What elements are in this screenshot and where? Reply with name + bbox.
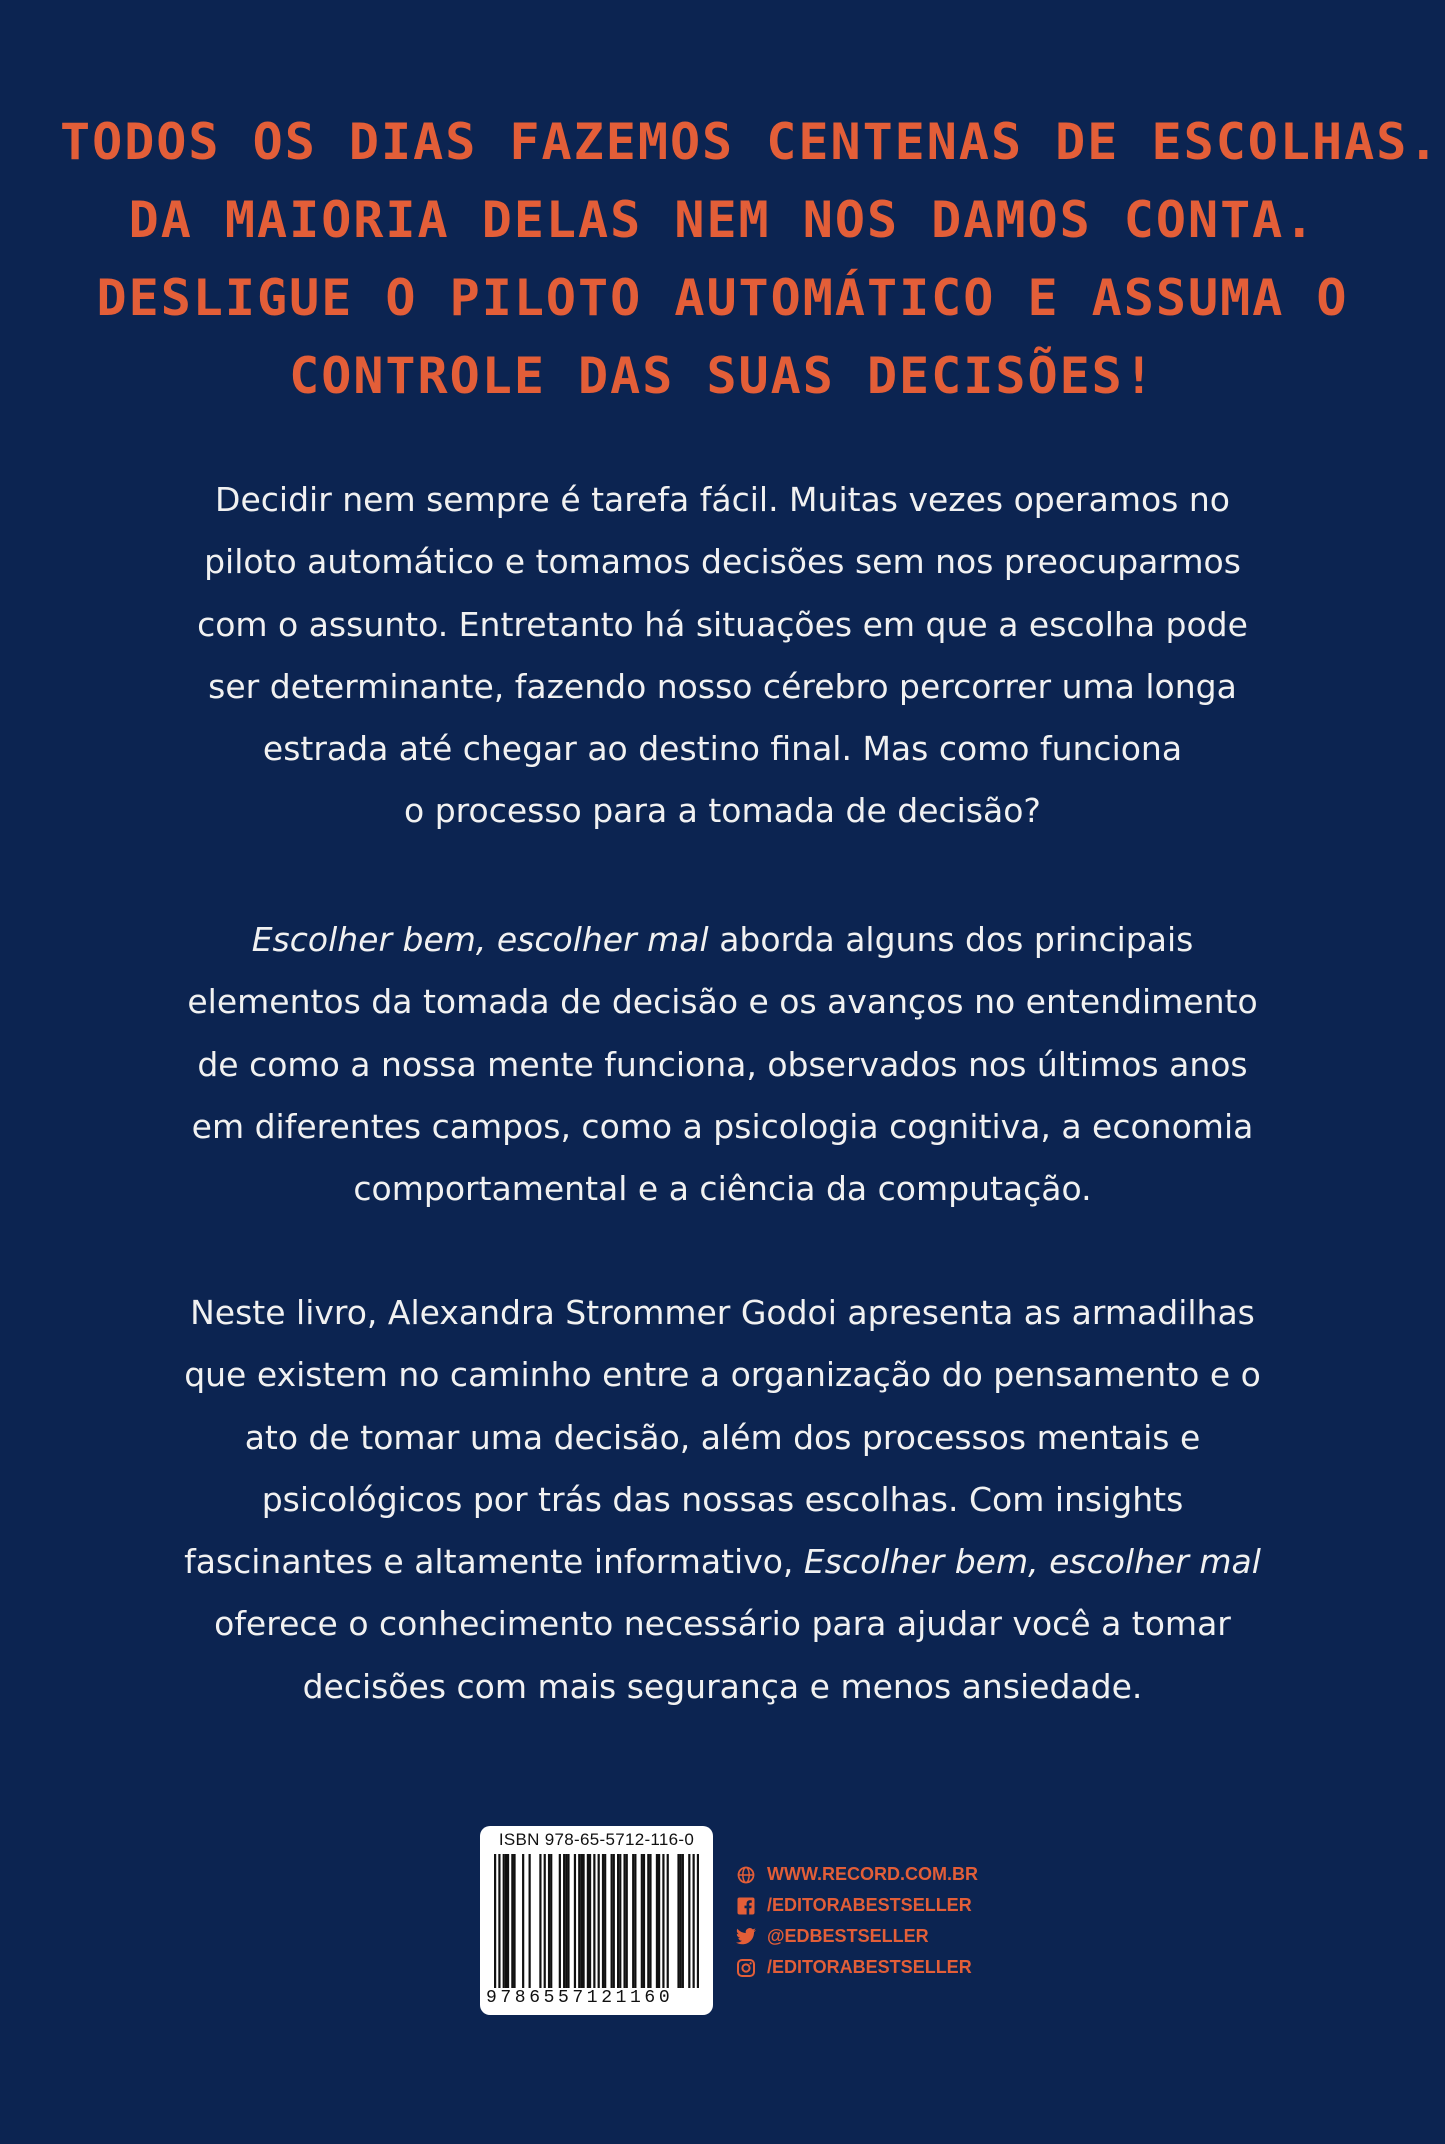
paragraph-book-summary [110, 909, 1335, 1220]
barcode-bar [539, 1854, 541, 1988]
barcode-bar [613, 1854, 615, 1988]
barcode-bar [505, 1854, 507, 1988]
barcode-bar [649, 1854, 651, 1988]
contact-text: WWW.RECORD.COM.BR [767, 1864, 978, 1884]
paragraph-line: piloto automático e tomamos decisões sem nos preocuparmos [204, 542, 1241, 582]
contact-website[interactable] [735, 1859, 978, 1890]
barcode-bar [548, 1854, 550, 1988]
barcode-bar [619, 1854, 621, 1988]
barcode-bar [667, 1854, 669, 1988]
barcode-bar [494, 1854, 496, 1988]
barcode-bar [693, 1854, 695, 1988]
paragraph-line: de como a nossa mente funciona, observados nos últimos anos [197, 1044, 1248, 1084]
barcode-bar [634, 1854, 636, 1988]
barcode-bar [513, 1854, 515, 1988]
barcode-bar [602, 1854, 604, 1988]
globe-icon [735, 1864, 757, 1886]
barcode-bar [626, 1854, 628, 1988]
contact-text: /EDITORABESTSELLER [767, 1895, 972, 1915]
barcode-bar [643, 1854, 645, 1988]
paragraph-line [110, 909, 1335, 971]
paragraph-line: com o assunto. Entretanto há situações em que a escolha pode [197, 604, 1248, 644]
paragraph-line: psicológicos por trás das nossas escolhas. Com insights [261, 1479, 1184, 1519]
twitter-icon [735, 1926, 757, 1948]
barcode-bar [662, 1854, 664, 1988]
paragraph-text: fascinantes e altamente informativo, [184, 1542, 804, 1582]
paragraph-line: decisões com mais segurança e menos ansiedade. [302, 1666, 1143, 1706]
contact-twitter[interactable] [735, 1921, 978, 1952]
paragraph-line: que existem no caminho entre a organização do pensamento e o [184, 1355, 1261, 1395]
publisher-contacts [735, 1859, 978, 1983]
paragraph-line: ato de tomar uma decisão, além dos processos mentais e [244, 1417, 1201, 1457]
contact-instagram[interactable] [735, 1952, 978, 1983]
headline [60, 103, 1441, 415]
barcode-bar [574, 1854, 576, 1988]
paragraph-line: em diferentes campos, como a psicologia cognitiva, a economia [191, 1106, 1254, 1146]
barcode-bar [682, 1854, 684, 1988]
barcode-bar [688, 1854, 690, 1988]
paragraph-intro [110, 469, 1335, 843]
barcode-digits: 9786557121160 [486, 1988, 674, 2008]
paragraph-line: oferece o conhecimento necessário para ajudar você a tomar [214, 1604, 1231, 1644]
barcode-bar [578, 1854, 580, 1988]
barcode-bar [529, 1854, 531, 1988]
barcode-bar [563, 1854, 565, 1988]
barcode-bar [498, 1854, 500, 1988]
barcode-bar [658, 1854, 660, 1988]
barcode-bar [587, 1854, 589, 1988]
book-title-italic: Escolher bem, escolher mal [803, 1542, 1261, 1582]
paragraph-line: Decidir nem sempre é tarefa fácil. Muitas vezes operamos no [215, 480, 1230, 519]
barcode-bar [507, 1854, 509, 1988]
paragraph-author [110, 1282, 1335, 1718]
barcode-bar [544, 1854, 546, 1988]
barcode-bar [589, 1854, 591, 1988]
barcode-bar [582, 1854, 584, 1988]
contact-text: @EDBESTSELLER [767, 1926, 929, 1946]
barcode-bar [550, 1854, 552, 1988]
contact-facebook[interactable] [735, 1890, 978, 1921]
barcode-bar [559, 1854, 561, 1988]
barcode-bar [632, 1854, 634, 1988]
barcode-bar [611, 1854, 613, 1988]
barcode-bar [511, 1854, 513, 1988]
barcode-icon [494, 1854, 699, 1988]
contact-text: /EDITORABESTSELLER [767, 1957, 972, 1977]
barcode-bar [623, 1854, 625, 1988]
barcode-panel [480, 1826, 713, 2015]
barcode-bar [580, 1854, 582, 1988]
paragraph-line: comportamental e a ciência da computação. [353, 1169, 1092, 1209]
book-title-italic: Escolher bem, escolher mal [251, 920, 709, 959]
barcode-bar [522, 1854, 524, 1988]
paragraph-line [110, 1531, 1335, 1593]
paragraph-line: estrada até chegar ao destino final. Mas como funciona [262, 729, 1183, 769]
paragraph-line: elementos da tomada de decisão e os avanços no entendimento [187, 982, 1258, 1022]
barcode-bar [503, 1854, 505, 1988]
barcode-bar [593, 1854, 595, 1988]
headline-line: DA MAIORIA DELAS NEM NOS DAMOS CONTA. [128, 191, 1317, 249]
barcode-bar [641, 1854, 643, 1988]
barcode-bar [617, 1854, 619, 1988]
barcode-bar [680, 1854, 682, 1988]
paragraph-text: aborda alguns dos principais [708, 920, 1194, 959]
barcode-bar [604, 1854, 606, 1988]
barcode-bar [647, 1854, 649, 1988]
paragraph-line: Neste livro, Alexandra Strommer Godoi apresenta as armadilhas [190, 1293, 1255, 1332]
barcode-bar [656, 1854, 658, 1988]
facebook-icon [735, 1895, 757, 1917]
barcode-bar [567, 1854, 569, 1988]
instagram-icon [735, 1957, 757, 1979]
barcode-bar [677, 1854, 679, 1988]
headline-line: CONTROLE DAS SUAS DECISÕES! [289, 347, 1156, 405]
barcode-bar [565, 1854, 567, 1988]
isbn-label: ISBN 978-65-5712-116-0 [498, 1830, 695, 1849]
paragraph-line: o processo para a tomada de decisão? [404, 791, 1041, 831]
headline-line: TODOS OS DIAS FAZEMOS CENTENAS DE ESCOLHAS. [60, 113, 1441, 171]
headline-line: DESLIGUE O PILOTO AUTOMÁTICO E ASSUMA O [96, 269, 1349, 327]
paragraph-line: ser determinante, fazendo nosso cérebro percorrer uma longa [208, 666, 1237, 706]
barcode-bar [598, 1854, 600, 1988]
barcode-bar [697, 1854, 699, 1988]
